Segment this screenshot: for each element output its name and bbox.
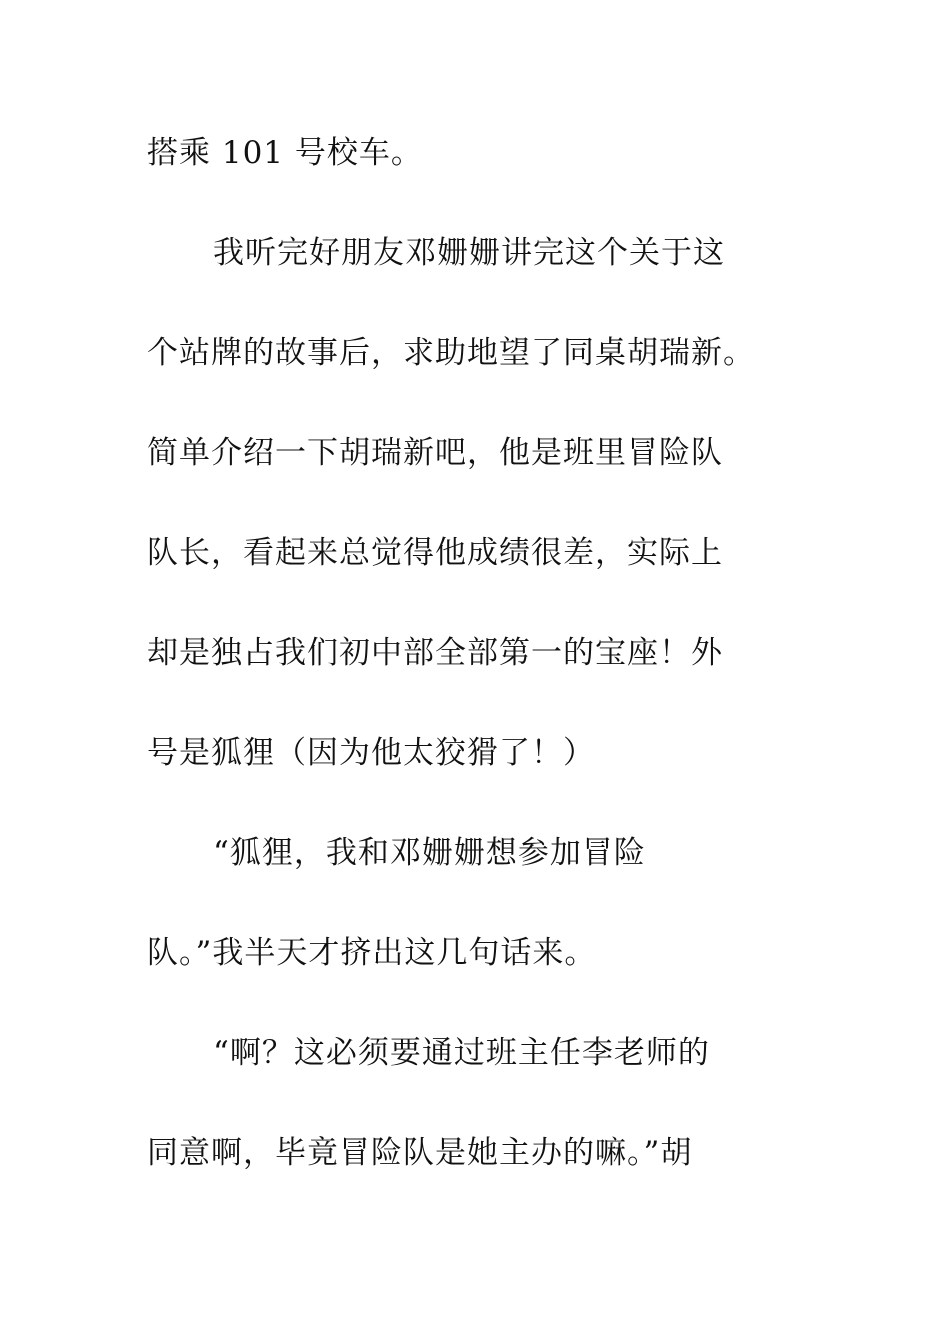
text-line-11: 同意啊，毕竟冒险队是她主办的嘛。”胡 bbox=[147, 1135, 693, 1171]
text-line-9: 队。”我半天才挤出这几句话来。 bbox=[147, 935, 597, 971]
text-line-1: 搭乘 101 号校车。 bbox=[147, 135, 423, 171]
text-line-5: 队长，看起来总觉得他成绩很差，实际上 bbox=[147, 535, 723, 571]
text-line-7: 号是狐狸（因为他太狡猾了！） bbox=[147, 735, 595, 771]
text-line-6: 却是独占我们初中部全部第一的宝座！外 bbox=[147, 635, 723, 671]
text-line-4: 简单介绍一下胡瑞新吧，他是班里冒险队 bbox=[147, 435, 723, 471]
text-line-8: “狐狸，我和邓姗姗想参加冒险 bbox=[213, 835, 646, 871]
text-line-3: 个站牌的故事后，求助地望了同桌胡瑞新。 bbox=[147, 335, 755, 371]
text-line-10: “啊？这必须要通过班主任李老师的 bbox=[213, 1035, 710, 1071]
text-line-2: 我听完好朋友邓姗姗讲完这个关于这 bbox=[213, 235, 725, 271]
